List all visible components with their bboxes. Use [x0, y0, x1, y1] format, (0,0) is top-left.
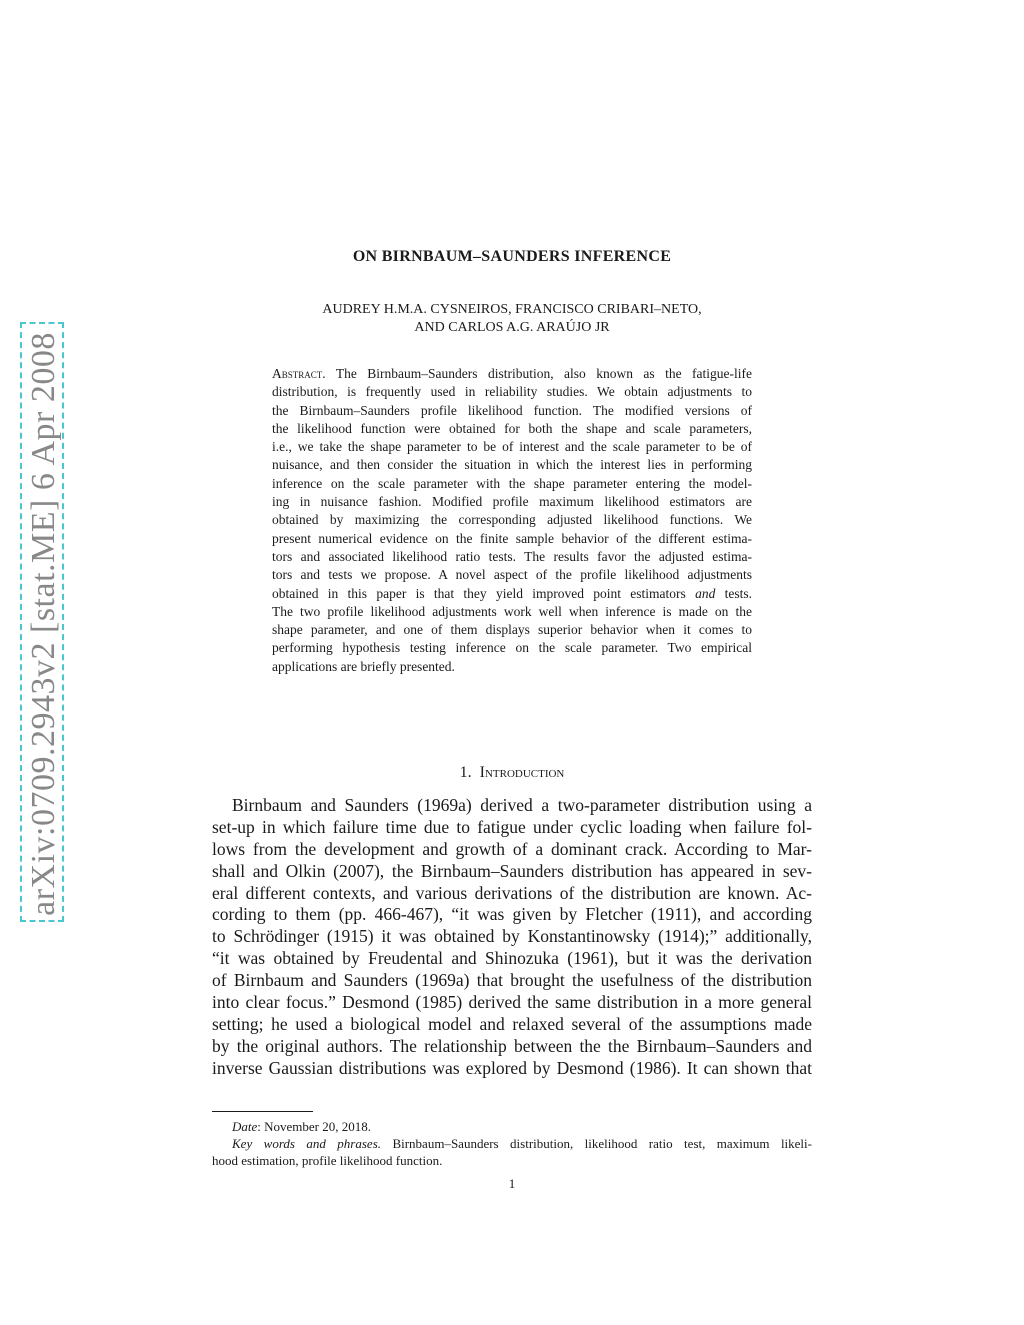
abstract-line: present numerical evidence on the finite sample behavior of the different estima- [272, 530, 752, 546]
author-line: AUDREY H.M.A. CYSNEIROS, FRANCISCO CRIBARI–NETO, [322, 302, 702, 317]
abstract-line: i.e., we take the shape parameter to be of interest and the scale parameter to be of [272, 439, 752, 455]
author-line: AND CARLOS A.G. ARAÚJO JR [414, 320, 610, 335]
body-line: Birnbaum and Saunders (1969a) derived a two-parameter distribution using a [232, 795, 812, 815]
abstract-line: tors and tests we propose. A novel aspect of the profile likelihood adjustments [272, 567, 752, 583]
author-list [212, 301, 812, 337]
footnote-keywords-continued: hood estimation, profile likelihood function. [212, 1153, 443, 1169]
emphasis-and: and [695, 585, 716, 601]
abstract-line: performing hypothesis testing inference on the scale parameter. Two empirical [272, 640, 752, 656]
body-line: “it was obtained by Freudental and Shinozuka (1961), but it was the derivation [212, 948, 812, 969]
body-line: cording to them (pp. 466-467), “it was given by Fletcher (1911), and according [212, 904, 812, 925]
body-line: eral different contexts, and various derivations of the distribution are known. Ac- [212, 882, 812, 903]
body-line: of Birnbaum and Saunders (1969a) that brought the usefulness of the distribution [212, 970, 812, 991]
introduction-body [212, 795, 812, 1080]
page-number: 1 [508, 1176, 516, 1191]
body-line: inverse Gaussian distributions was explored by Desmond (1986). It can shown that [212, 1057, 812, 1078]
paper-title: ON BIRNBAUM–SAUNDERS INFERENCE [352, 248, 672, 265]
abstract-line: shape parameter, and one of them displays superior behavior when it comes to [272, 622, 752, 638]
footnotes [212, 1118, 812, 1170]
body-line: setting; he used a biological model and relaxed several of the assumptions made [212, 1013, 812, 1034]
footnote-date: Date: November 20, 2018. [232, 1119, 372, 1134]
body-line: shall and Olkin (2007), the Birnbaum–Saunders distribution has appeared in sev- [212, 860, 812, 881]
abstract-line: Abstract. The Birnbaum–Saunders distribution, also known as the fatigue-life [272, 366, 752, 381]
section-title: Introduction [479, 764, 565, 781]
body-line: into clear focus.” Desmond (1985) derived the same distribution in a more general [212, 992, 812, 1013]
abstract [272, 365, 752, 676]
footnote-rule [212, 1111, 313, 1112]
footnote-keywords: Key words and phrases. Birnbaum–Saunders distribution, likelihood ratio test, maximum likeli- [232, 1136, 812, 1152]
section-number: 1. [459, 764, 472, 781]
arxiv-stamp-box [20, 322, 64, 922]
abstract-line: distribution, is frequently used in reliability studies. We obtain adjustments to [272, 384, 752, 400]
body-line: set-up in which failure time due to fatigue under cyclic loading when failure fol- [212, 816, 812, 837]
abstract-line: applications are briefly presented. [272, 658, 455, 674]
abstract-line: inference on the scale parameter with the shape parameter entering the model- [272, 475, 752, 491]
section-heading [212, 764, 812, 782]
body-line: lows from the development and growth of a dominant crack. According to Mar- [212, 838, 812, 859]
abstract-line: ing in nuisance fashion. Modified profile maximum likelihood estimators are [272, 494, 752, 510]
abstract-line: obtained in this paper is that they yield improved point estimators and tests. [272, 585, 753, 601]
abstract-line: The two profile likelihood adjustments work well when inference is made on the [272, 603, 752, 619]
abstract-line: nuisance, and then consider the situation in which the interest lies in performing [272, 457, 752, 473]
abstract-label: Abstract. [272, 366, 326, 381]
body-line: to Schrödinger (1915) it was obtained by Konstantinowsky (1914);” additionally, [212, 926, 812, 947]
abstract-line: the Birnbaum–Saunders profile likelihood function. The modified versions of [272, 402, 752, 418]
body-line: by the original authors. The relationship between the the Birnbaum–Saunders and [212, 1035, 812, 1056]
abstract-line: tors and associated likelihood ratio tests. The results favor the adjusted estima- [272, 548, 752, 564]
abstract-line: obtained by maximizing the corresponding adjusted likelihood functions. We [272, 512, 752, 528]
arxiv-identifier: arXiv:0709.2943v2 [stat.ME] 6 Apr 2008 [25, 332, 62, 916]
abstract-line: the likelihood function were obtained for both the shape and scale parameters, [272, 420, 752, 436]
